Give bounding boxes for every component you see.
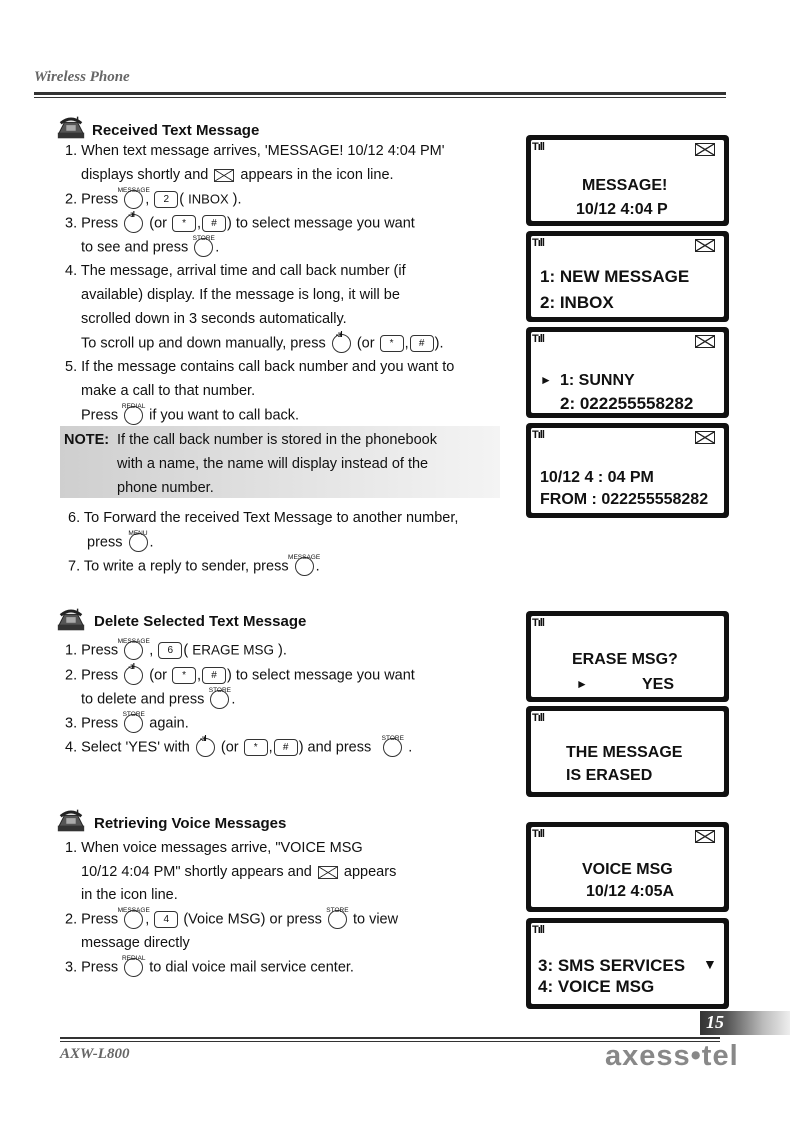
message-key-icon: MESSAGE <box>124 910 143 929</box>
key-4-icon: 4 <box>154 911 178 928</box>
lcd-screen-message: Tıll MESSAGE! 10/12 4:04 P <box>526 135 729 226</box>
step-text: to see and press STORE . <box>81 235 220 256</box>
footer-rule <box>60 1037 720 1039</box>
lcd-screen-services: Tıll 3: SMS SERVICES ▼ 4: VOICE MSG <box>526 918 729 1009</box>
step-text: 4. Select 'YES' with -:ıl (or * , # ) and press STORE . <box>65 734 413 756</box>
envelope-icon <box>695 431 715 444</box>
step-text: displays shortly and appears in the icon line. <box>81 167 394 183</box>
store-key-icon: STORE <box>210 690 229 709</box>
section-title-voice: Retrieving Voice Messages <box>94 815 287 832</box>
step-text: 5. If the message contains call back number and you want to <box>65 359 455 375</box>
section-title-received: Received Text Message <box>92 122 260 139</box>
star-key-icon: * <box>244 739 268 756</box>
lcd-screen-menu: Tıll 1: NEW MESSAGE 2: INBOX <box>526 231 729 322</box>
store-key-icon: STORE <box>383 738 402 757</box>
envelope-icon <box>695 335 715 348</box>
key-2-icon: 2 <box>154 191 178 208</box>
store-key-icon: STORE <box>124 714 143 733</box>
model-name: AXW-L800 <box>60 1046 130 1062</box>
step-text: make a call to that number. <box>81 383 256 399</box>
header-rule-thin <box>34 97 726 98</box>
store-key-icon: STORE <box>328 910 347 929</box>
envelope-icon <box>695 830 715 843</box>
navigation-key-icon: -:ıl <box>332 334 351 353</box>
lcd-screen-details: Tıll 10/12 4 : 04 PM FROM : 022255558282 <box>526 423 729 518</box>
step-text: in the icon line. <box>81 887 178 903</box>
signal-icon: Tıll <box>532 828 544 840</box>
envelope-icon <box>695 143 715 156</box>
step-text: 2. Press -:ıl (or * , # ) to select message you want <box>65 662 415 684</box>
hash-key-icon: # <box>410 335 434 352</box>
envelope-icon <box>318 866 338 879</box>
key-6-icon: 6 <box>158 642 182 659</box>
section-title-delete: Delete Selected Text Message <box>94 613 307 630</box>
redial-key-icon: REDIAL <box>124 406 143 425</box>
signal-icon: Tıll <box>532 429 544 441</box>
message-key-icon: MESSAGE <box>124 190 143 209</box>
message-key-icon: MESSAGE <box>295 557 314 576</box>
note-text: If the call back number is stored in the phonebook <box>117 432 437 448</box>
step-text: 2. Press MESSAGE , 4 (Voice MSG) or press STORE to view <box>65 907 399 928</box>
brand-logo: axess•tel <box>605 1040 739 1072</box>
step-text: 4. The message, arrival time and call back number (if <box>65 263 406 279</box>
signal-icon: Tıll <box>532 237 544 249</box>
message-key-icon: MESSAGE <box>124 641 143 660</box>
step-text: 7. To write a reply to sender, press MESSAGE . <box>68 554 321 575</box>
hash-key-icon: # <box>202 667 226 684</box>
running-header: Wireless Phone <box>34 69 130 85</box>
star-key-icon: * <box>172 215 196 232</box>
menu-key-icon: MENU <box>129 533 148 552</box>
step-text: available) display. If the message is long, it will be <box>81 287 400 303</box>
note-text: with a name, the name will display instead of the <box>117 456 429 472</box>
store-key-icon: STORE <box>194 238 213 257</box>
telephone-icon <box>55 606 87 632</box>
signal-icon: Tıll <box>532 141 544 153</box>
signal-icon: Tıll <box>532 924 544 936</box>
telephone-icon <box>55 807 87 833</box>
lcd-screen-erased: Tıll THE MESSAGE IS ERASED <box>526 706 729 797</box>
telephone-icon <box>55 114 87 140</box>
step-text: 6. To Forward the received Text Message to another number, <box>68 510 459 526</box>
signal-icon: Tıll <box>532 712 544 724</box>
navigation-key-icon: -:ıl <box>124 666 143 685</box>
step-text: 3. Press REDIAL to dial voice mail service center. <box>65 955 354 976</box>
triangle-down-icon: ▼ <box>703 956 717 972</box>
navigation-key-icon: -:ıl <box>196 738 215 757</box>
step-text: To scroll up and down manually, press -:ıl (or * , # ). <box>81 330 444 352</box>
hash-key-icon: # <box>202 215 226 232</box>
hash-key-icon: # <box>274 739 298 756</box>
header-rule <box>34 92 726 95</box>
lcd-screen-inbox: Tıll ► 1: SUNNY 2: 022255558282 <box>526 327 729 418</box>
lcd-screen-voice: Tıll VOICE MSG 10/12 4:05A <box>526 822 729 912</box>
step-text: Press REDIAL if you want to call back. <box>81 403 300 424</box>
triangle-right-icon: ► <box>540 373 552 387</box>
star-key-icon: * <box>380 335 404 352</box>
step-text: 1. When text message arrives, 'MESSAGE! 10/12 4:04 PM' <box>65 143 445 159</box>
step-text: message directly <box>81 935 190 951</box>
step-text: press MENU . <box>87 530 154 551</box>
step-text: 10/12 4:04 PM" shortly appears and appears <box>81 864 397 880</box>
star-key-icon: * <box>172 667 196 684</box>
signal-icon: Tıll <box>532 333 544 345</box>
signal-icon: Tıll <box>532 617 544 629</box>
envelope-icon <box>695 239 715 252</box>
step-text: 1. When voice messages arrive, "VOICE MSG <box>65 840 363 856</box>
step-text: 2. Press MESSAGE , 2 ( INBOX ). <box>65 187 242 208</box>
step-text: 3. Press STORE again. <box>65 711 189 732</box>
lcd-screen-erase: Tıll ERASE MSG? ► YES <box>526 611 729 702</box>
note-text: phone number. <box>117 480 214 496</box>
envelope-icon <box>214 169 234 182</box>
step-text: scrolled down in 3 seconds automatically. <box>81 311 347 327</box>
navigation-key-icon: -:ıl <box>124 214 143 233</box>
note-label: NOTE: <box>64 432 110 448</box>
triangle-right-icon: ► <box>576 677 588 691</box>
redial-key-icon: REDIAL <box>124 958 143 977</box>
page-number: 15 <box>706 1012 724 1032</box>
step-text: 3. Press -:ıl (or * , # ) to select message you want <box>65 210 415 232</box>
step-text: 1. Press MESSAGE , 6 ( ERAGE MSG ). <box>65 638 287 659</box>
step-text: to delete and press STORE . <box>81 687 236 708</box>
